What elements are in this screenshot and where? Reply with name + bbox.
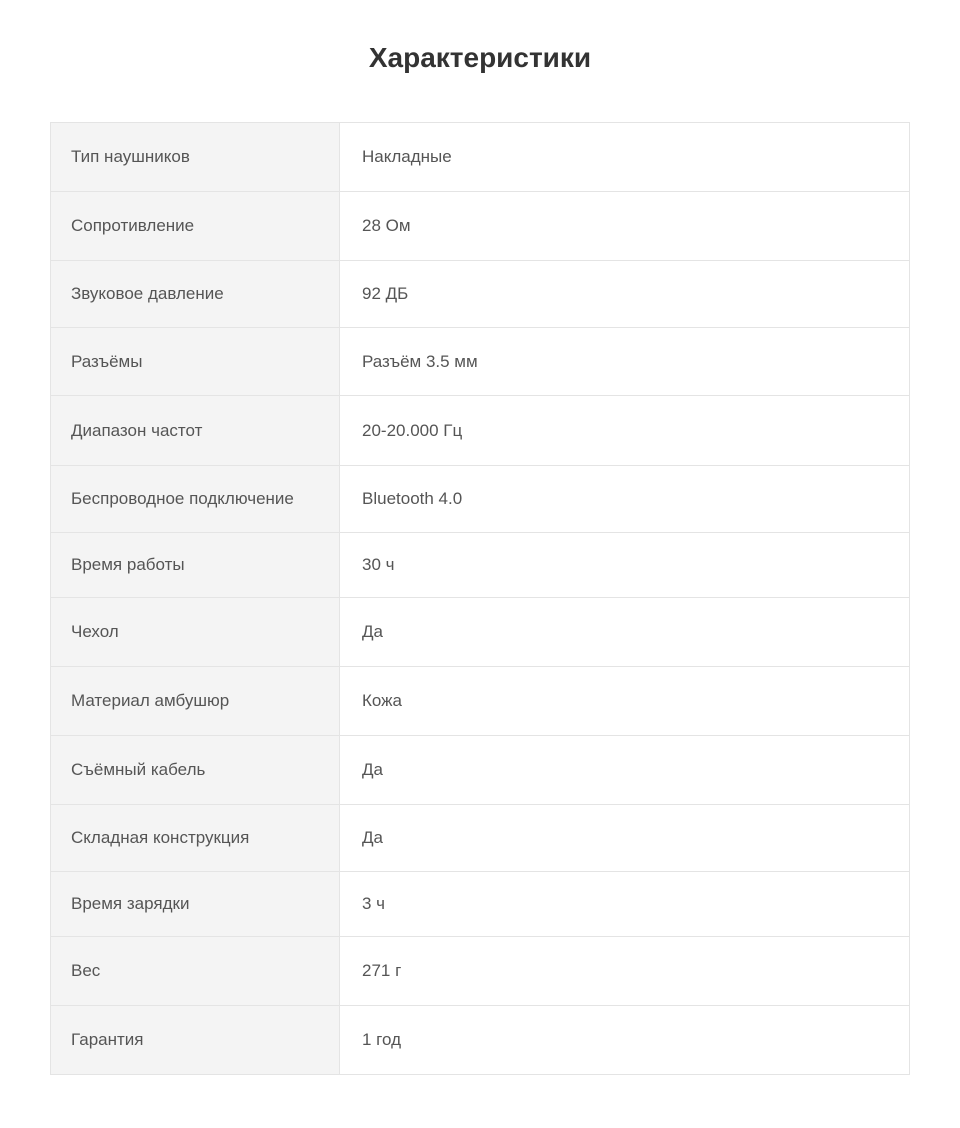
spec-value: 3 ч [340,872,910,937]
spec-label: Время зарядки [51,872,340,937]
spec-row [51,805,910,872]
spec-label: Чехол [51,598,340,667]
spec-label: Гарантия [51,1006,340,1075]
spec-label: Звуковое давление [51,261,340,328]
spec-label: Сопротивление [51,192,340,261]
spec-row [51,598,910,667]
spec-row [51,396,910,466]
spec-label: Диапазон частот [51,396,340,466]
spec-value: 1 год [340,1006,910,1075]
spec-value: Да [340,736,910,805]
spec-row [51,872,910,937]
spec-label: Складная конструкция [51,805,340,872]
spec-value: 28 Ом [340,192,910,261]
spec-row [51,328,910,396]
spec-value: Накладные [340,123,910,192]
spec-value: Да [340,598,910,667]
spec-label: Беспроводное подключение [51,466,340,533]
spec-row [51,192,910,261]
spec-row [51,533,910,598]
spec-row [51,466,910,533]
specs-table [50,122,910,1075]
spec-label: Съёмный кабель [51,736,340,805]
page-title: Характеристики [368,42,592,73]
spec-row [51,736,910,805]
spec-row [51,261,910,328]
spec-row [51,937,910,1006]
spec-row [51,1006,910,1075]
spec-row [51,123,910,192]
spec-value: Разъём 3.5 мм [340,328,910,396]
spec-value: Bluetooth 4.0 [340,466,910,533]
spec-value: 92 ДБ [340,261,910,328]
spec-value: 20-20.000 Гц [340,396,910,466]
spec-row [51,667,910,736]
spec-label: Разъёмы [51,328,340,396]
spec-value: 271 г [340,937,910,1006]
spec-value: Да [340,805,910,872]
spec-value: 30 ч [340,533,910,598]
spec-label: Вес [51,937,340,1006]
spec-label: Материал амбушюр [51,667,340,736]
spec-label: Тип наушников [51,123,340,192]
spec-label: Время работы [51,533,340,598]
spec-value: Кожа [340,667,910,736]
